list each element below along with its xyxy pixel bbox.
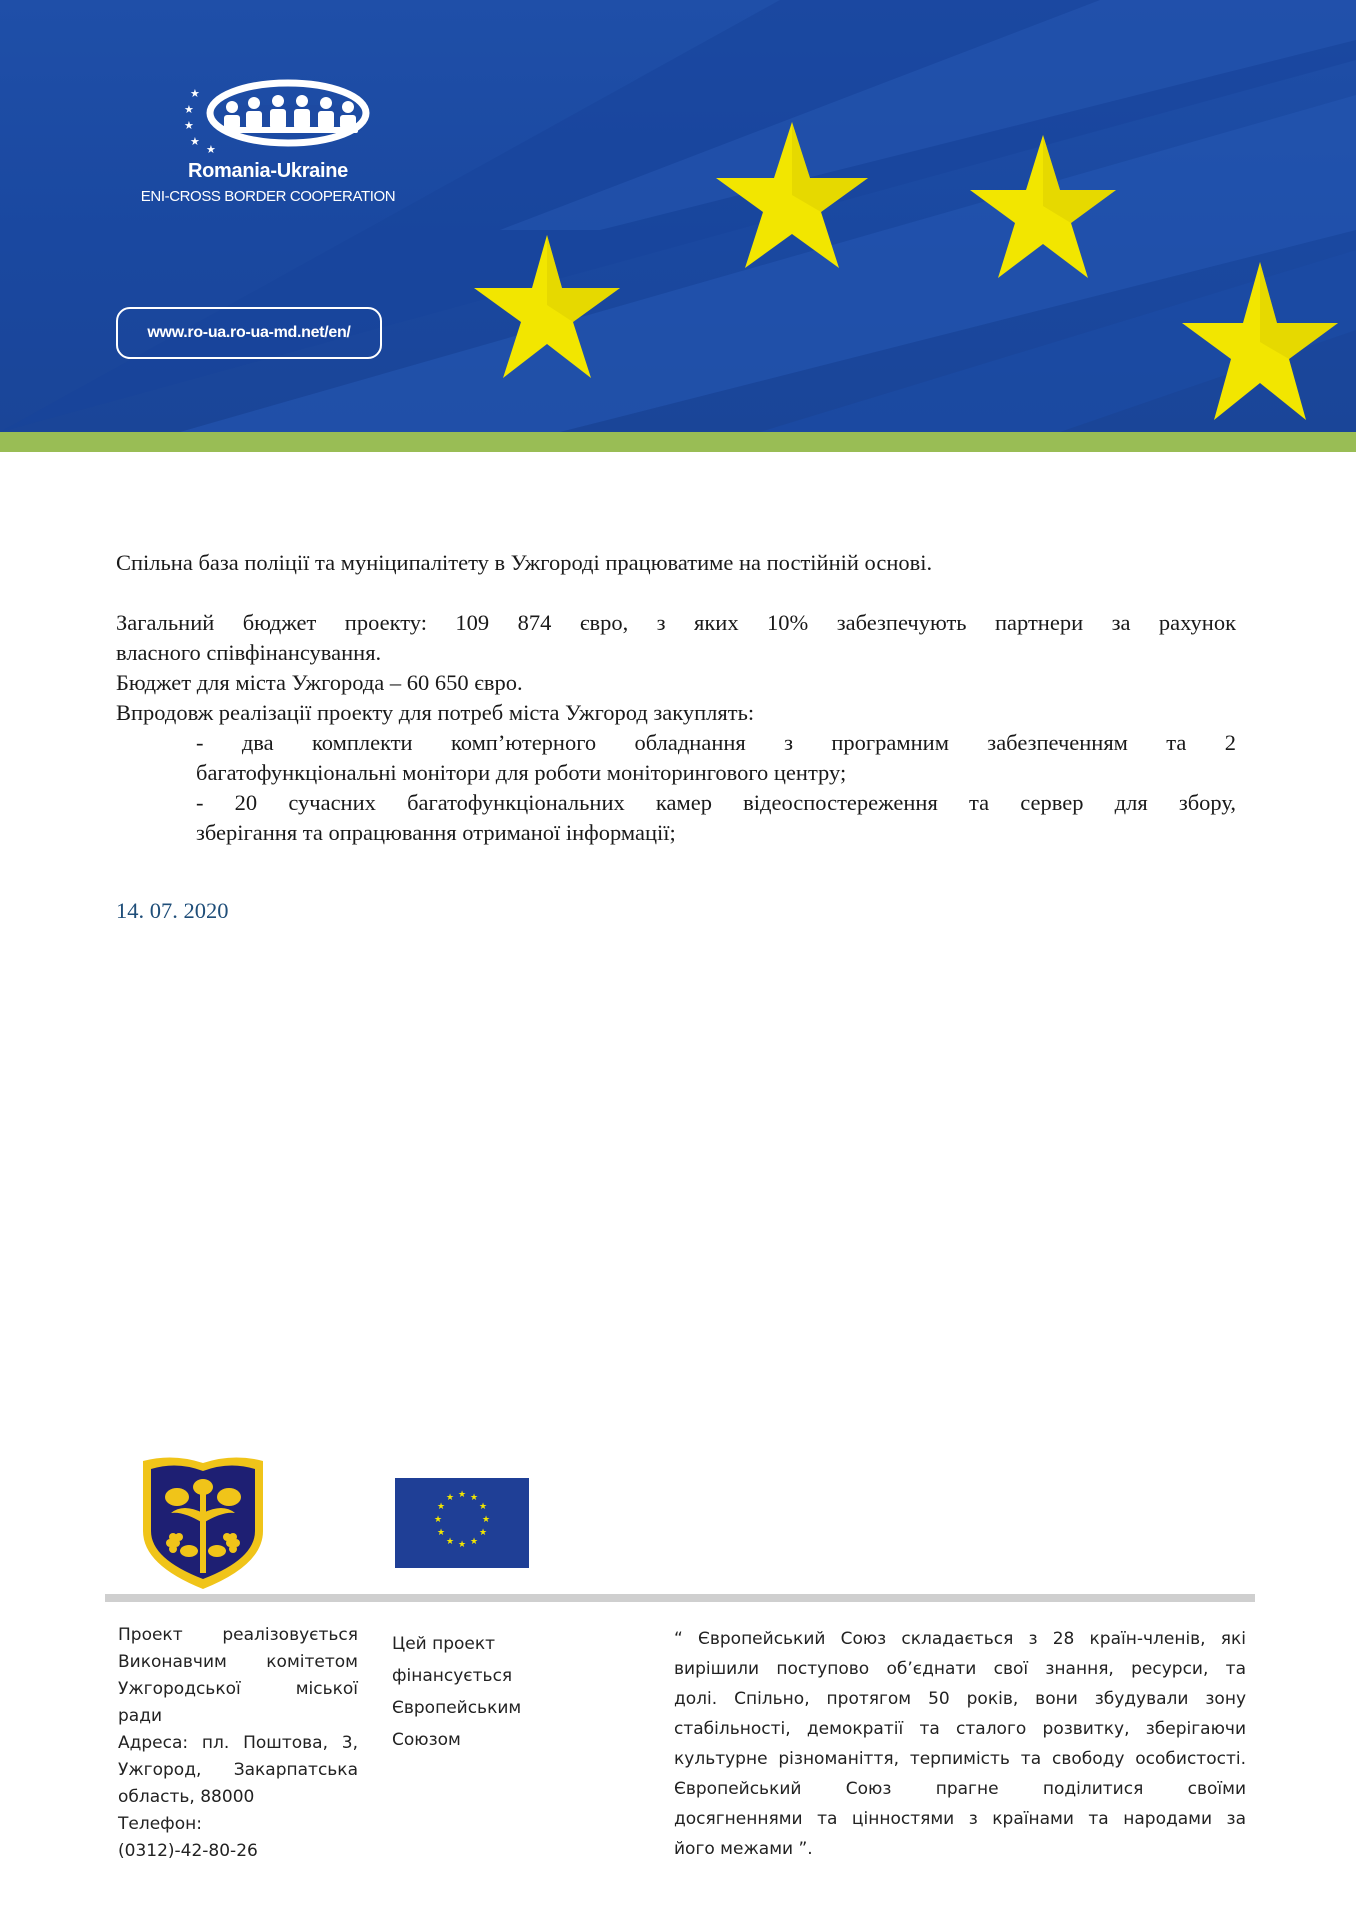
purchase-intro: Впродовж реалізації проекту для потреб міста Ужгород закуплять: [116,700,755,725]
funding-line: фінансується [392,1666,513,1686]
svg-text:★: ★ [436,1501,446,1511]
article-body [116,548,1236,848]
green-stripe [0,432,1356,452]
quote-line: досягненнями та цінностями з країнами та народами за [674,1809,1246,1829]
svg-text:★: ★ [478,1501,488,1511]
address-line: Адреса: пл. Поштова, 3, [118,1733,358,1753]
funding-line: Цей проект [392,1634,496,1654]
svg-text:★: ★ [436,1527,446,1537]
quote-line: “ Європейський Союз складається з 28 країн-членів, які [674,1629,1246,1649]
funding-line: Союзом [392,1730,461,1750]
uzhhorod-coat-of-arms-icon [133,1453,273,1591]
quote-line: вирішили поступово об’єднати свої знання, ресурси, та [674,1659,1246,1679]
budget-city: Бюджет для міста Ужгорода – 60 650 євро. [116,670,523,695]
implementer-line: Виконавчим комітетом [118,1652,358,1672]
svg-text:★: ★ [433,1514,443,1524]
header-banner [0,0,1356,432]
budget-line-1: Загальний бюджет проекту: 109 874 євро, з яких 10% забезпечують партнери за рахунок [116,610,1236,635]
implementer-line: Ужгородської міської [118,1679,358,1699]
svg-text:★: ★ [206,144,216,156]
quote-line: його межами ”. [674,1839,813,1859]
address-line: Ужгород, Закарпатська [118,1760,358,1780]
program-title: Romania-Ukraine [188,160,348,182]
quote-line: стабільності, демократії та сталого розвитку, зберігаючи [674,1719,1246,1739]
paragraph-1: Спільна база поліції та муніципалітету в Ужгороді працюватиме на постійній основі. [116,550,933,575]
svg-text:★: ★ [190,136,200,148]
list-item-1-line-1: - два комплекти комп’ютерного обладнання з програмним забезпеченням та 2 [196,730,1236,755]
budget-line-2: власного співфінансування. [116,640,382,665]
svg-text:★: ★ [481,1514,491,1524]
svg-text:★: ★ [457,1539,467,1549]
svg-text:★: ★ [184,120,194,132]
implementer-line: Проект реалізовується [118,1625,358,1645]
implementer-line: ради [118,1706,163,1726]
list-item-2-line-2: зберігання та опрацювання отриманої інформації; [196,820,676,845]
svg-text:★: ★ [445,1536,455,1546]
eu-flag-icon [395,1478,529,1568]
svg-text:★: ★ [190,88,200,100]
address-line: область, 88000 [118,1787,255,1807]
footer-divider [105,1594,1255,1602]
publication-date: 14. 07. 2020 [116,898,229,923]
website-link[interactable]: www.ro-ua.ro-ua-md.net/en/ [116,307,382,359]
quote-line: культурне різноманіття, терпимість та свободу особистості. [674,1749,1246,1769]
list-item-1-line-2: багатофункціональні монітори для роботи моніторингового центру; [196,760,847,785]
quote-line: Європейський Союз прагне поділитися своїми [674,1779,1246,1799]
phone-number: (0312)-42-80-26 [118,1841,258,1861]
eu-quote [674,1624,1246,1864]
funding-info [392,1628,562,1756]
svg-text:★: ★ [469,1492,479,1502]
program-subtitle: ENI-CROSS BORDER COOPERATION [140,188,396,205]
banner-background [0,0,1356,432]
phone-label: Телефон: [118,1814,202,1834]
svg-text:★: ★ [469,1536,479,1546]
svg-text:★: ★ [184,104,194,116]
svg-text:★: ★ [457,1489,467,1499]
svg-text:★: ★ [478,1527,488,1537]
svg-text:★: ★ [445,1492,455,1502]
funding-line: Європейським [392,1698,522,1718]
list-item-2-line-1: - 20 сучасних багатофункціональних камер відеоспостереження та сервер для збору, [196,790,1236,815]
implementer-info [118,1622,358,1865]
quote-line: долі. Спільно, протягом 50 років, вони збудували зону [674,1689,1246,1709]
